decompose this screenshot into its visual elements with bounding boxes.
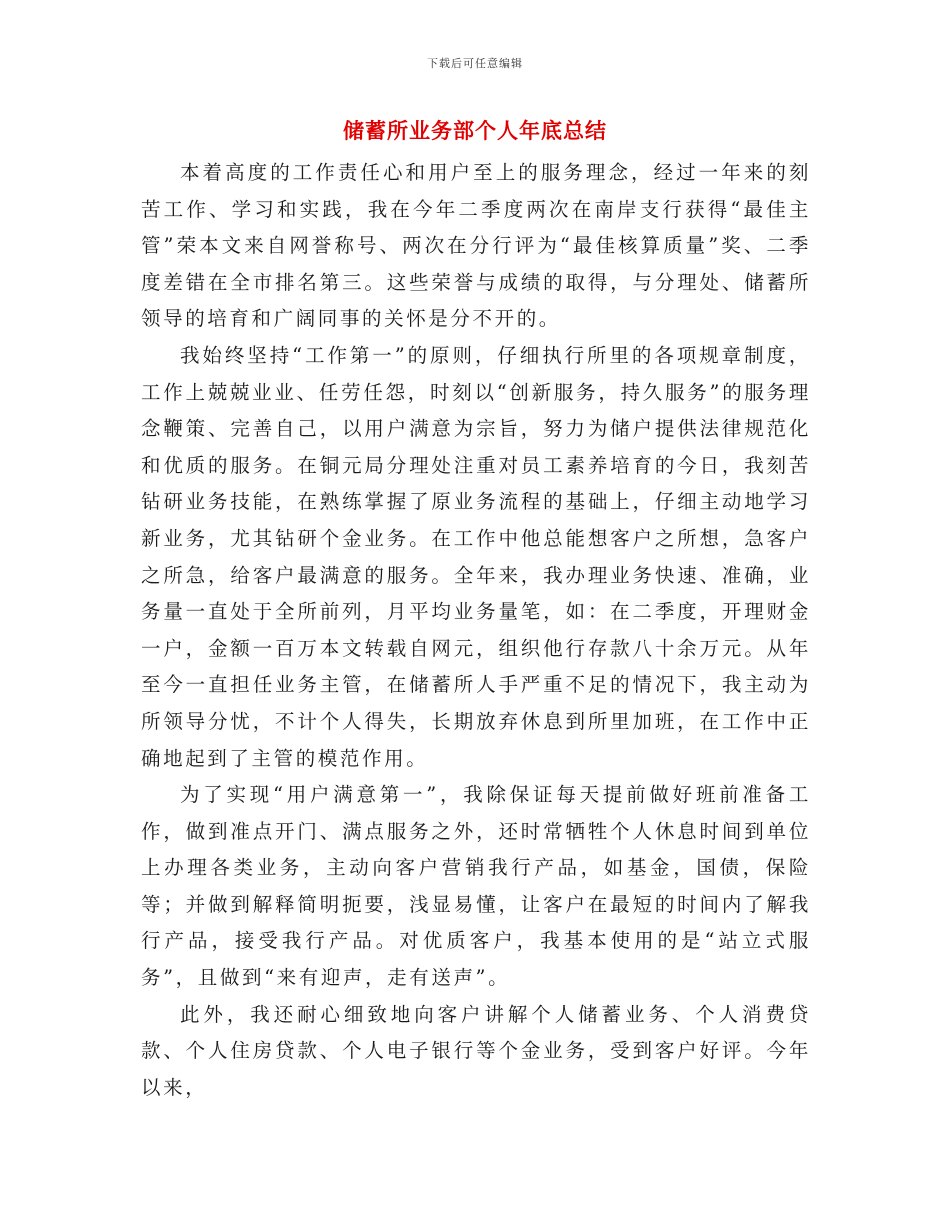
document-body <box>141 155 811 1106</box>
paragraph-1: 本着高度的工作责任心和用户至上的服务理念，经过一年来的刻苦工作、学习和实践，我在今年二季度两次在南岸支行获得“最佳主管”荣本文来自网誉称号、两次在分行评为“最佳核算质量”奖、二季度差错在全市排名第三。这些荣誉与成绩的取得，与分理处、储蓄所领导的培育和广阔同事的关怀是分不开的。 <box>141 161 811 331</box>
document-title: 储蓄所业务部个人年底总结 <box>343 118 607 143</box>
header-note: 下载后可任意编辑 <box>427 57 523 70</box>
paragraph-2: 我始终坚持“工作第一”的原则，仔细执行所里的各项规章制度，工作上兢兢业业、任劳任怨，时刻以“创新服务，持久服务”的服务理念鞭策、完善自己，以用户满意为宗旨，努力为储户提供法律规范化和优质的服务。在铜元局分理处注重对员工素养培育的今日，我刻苦钻研业务技能，在熟练掌握了原业务流程的基础上，仔细主动地学习新业务，尤其钻研个金业务。在工作中他总能想客户之所想，急客户之所急，给客户最满意的服务。全年来，我办理业务快速、准确，业务量一直处于全所前列，月平均业务量笔，如：在二季度，开理财金一户，金额一百万本文转载自网元，组织他行存款八十余万元。从年至今一直担任业务主管，在储蓄所人手严重不足的情况下，我主动为所领导分忧，不计个人得失，长期放弃休息到所里加班，在工作中正确地起到了主管的模范作用。 <box>141 343 811 770</box>
paragraph-3: 为了实现“用户满意第一”，我除保证每天提前做好班前准备工作，做到准点开门、满点服务之外，还时常牺牲个人休息时间到单位上办理各类业务，主动向客户营销我行产品，如基金，国债，保险等；并做到解释简明扼要，浅显易懂，让客户在最短的时间内了解我行产品，接受我行产品。对优质客户，我基本使用的是“站立式服务”，且做到“来有迎声，走有送声”。 <box>141 783 811 990</box>
paragraph-4: 此外，我还耐心细致地向客户讲解个人储蓄业务、个人消费贷款、个人住房贷款、个人电子银行等个金业务，受到客户好评。今年以来， <box>141 1002 811 1099</box>
